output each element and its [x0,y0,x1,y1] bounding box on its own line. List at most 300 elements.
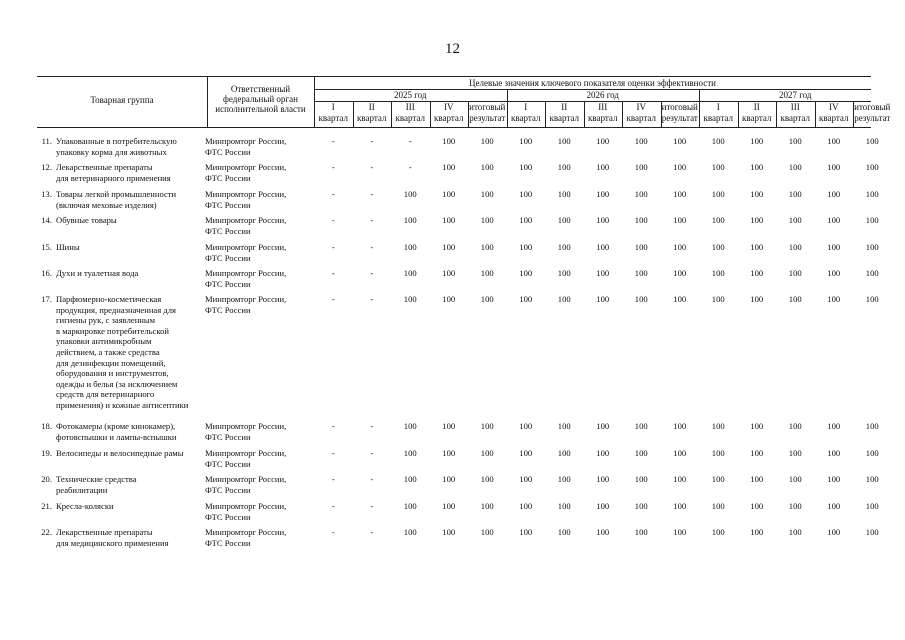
target-value-cell: 100 [403,215,417,225]
product-group-line: фотовспышки и лампы-вспышки [56,431,177,442]
target-value-cell: 100 [788,501,802,511]
target-value-cell: 100 [788,527,802,537]
product-group-name [56,189,225,210]
target-value-cell: 100 [711,501,725,511]
header-period: итоговый [661,102,698,112]
target-value-cell: 100 [596,474,610,484]
header-period-unit: квартал [588,113,618,123]
target-value-cell: 100 [865,268,879,278]
product-group-name [56,162,225,183]
product-group-name [56,294,225,411]
table-header [37,76,891,128]
product-group-line: Велосипеды и велосипедные рамы [56,448,184,458]
header-period-unit: квартал [626,113,656,123]
header-period-unit: квартал [511,113,541,123]
responsible-authority-line: Минпромторг России, [205,448,287,458]
header-year: 2025 год [393,90,427,100]
responsible-authority [205,527,315,548]
target-value-cell: - [370,136,374,146]
target-value-cell: - [331,268,335,278]
target-value-cell: 100 [403,527,417,537]
target-value-cell: 100 [673,448,687,458]
target-value-cell: 100 [519,294,533,304]
product-group-line: Духи и туалетная вода [56,268,139,278]
target-value-cell: 100 [480,501,494,511]
product-group-line: оборудования и инструментов, [56,368,169,379]
target-value-cell: 100 [480,215,494,225]
row-number: 12. [41,162,52,172]
responsible-authority-line: Минпромторг России, [205,501,287,511]
responsible-authority [205,448,315,469]
responsible-authority [205,268,315,289]
product-group-line: упаковки антимикробным [56,336,152,347]
product-group-name [56,474,225,495]
row-number: 19. [41,448,52,458]
header-period-unit: результат [469,113,506,123]
target-value-cell: 100 [634,242,648,252]
target-value-cell: 100 [442,294,456,304]
responsible-authority-line: Минпромторг России, [205,136,287,146]
responsible-authority-line: ФТС России [205,278,251,289]
header-period: II [753,102,760,112]
target-value-cell: 100 [596,527,610,537]
responsible-authority-line: Минпромторг России, [205,527,287,537]
target-value-cell: 100 [519,474,533,484]
target-value-cell: 100 [788,162,802,172]
target-value-cell: 100 [750,294,764,304]
product-group-name [56,448,225,459]
responsible-authority-line: Минпромторг России, [205,421,287,431]
target-value-cell: 100 [442,189,456,199]
target-value-cell: - [331,215,335,225]
product-group-name [56,527,225,548]
product-group-line: Технические средства [56,474,137,484]
responsible-authority [205,242,315,263]
target-value-cell: 100 [827,136,841,146]
row-number: 15. [41,242,52,252]
responsible-authority-line: ФТС России [205,458,251,469]
header-period: I [524,102,528,112]
target-value-cell: - [370,501,374,511]
header-responsible-authority: исполнительной власти [215,104,306,114]
product-group-name [56,136,225,157]
target-value-cell: 100 [442,215,456,225]
target-value-cell: 100 [788,136,802,146]
target-value-cell: 100 [673,215,687,225]
target-value-cell: 100 [480,242,494,252]
header-period-unit: квартал [819,113,849,123]
target-value-cell: 100 [750,189,764,199]
target-value-cell: 100 [711,162,725,172]
product-group-line: для ветеринарного применения [56,172,171,183]
target-value-cell: 100 [480,136,494,146]
target-value-cell: - [331,162,335,172]
target-value-cell: 100 [827,421,841,431]
target-value-cell: 100 [403,421,417,431]
header-responsible-authority: Ответственный [230,84,291,94]
target-value-cell: 100 [750,215,764,225]
target-value-cell: 100 [519,268,533,278]
responsible-authority [205,162,315,183]
responsible-authority [205,215,315,236]
target-value-cell: 100 [634,501,648,511]
row-number: 17. [41,294,52,304]
responsible-authority-line: ФТС России [205,225,251,236]
target-value-cell: 100 [827,448,841,458]
target-value-cell: 100 [827,474,841,484]
target-value-cell: 100 [596,162,610,172]
target-value-cell: - [408,136,412,146]
target-value-cell: - [331,242,335,252]
target-value-cell: 100 [596,268,610,278]
target-value-cell: - [331,294,335,304]
target-value-cell: - [331,474,335,484]
header-period-unit: квартал [780,113,810,123]
responsible-authority-line: ФТС России [205,199,251,210]
responsible-authority-line: Минпромторг России, [205,268,287,278]
target-value-cell: 100 [827,242,841,252]
target-value-cell: 100 [442,448,456,458]
target-value-cell: 100 [557,501,571,511]
target-value-cell: - [370,215,374,225]
target-value-cell: - [370,242,374,252]
target-value-cell: - [331,189,335,199]
product-group-line: для дезинфекции помещений, [56,357,166,368]
target-value-cell: 100 [673,421,687,431]
target-value-cell: 100 [865,242,879,252]
responsible-authority-line: ФТС России [205,431,251,442]
target-value-cell: 100 [673,474,687,484]
target-value-cell: 100 [865,448,879,458]
target-value-cell: - [370,162,374,172]
target-value-cell: 100 [596,242,610,252]
header-period: I [716,102,720,112]
header-period-unit: квартал [318,113,348,123]
header-target-values: Целевые значения ключевого показателя оценки эффективности [469,78,716,88]
target-value-cell: 100 [442,242,456,252]
target-value-cell: 100 [673,136,687,146]
target-value-cell: 100 [827,215,841,225]
responsible-authority-line: ФТС России [205,146,251,157]
target-value-cell: 100 [673,501,687,511]
indicator-table [37,76,891,548]
target-value-cell: 100 [519,162,533,172]
header-period: I [331,102,335,112]
target-value-cell: 100 [557,268,571,278]
responsible-authority-line: ФТС России [205,252,251,263]
target-value-cell: 100 [557,136,571,146]
target-value-cell: 100 [865,474,879,484]
target-value-cell: 100 [596,421,610,431]
target-value-cell: 100 [480,162,494,172]
header-period-unit: результат [854,113,891,123]
target-value-cell: 100 [596,294,610,304]
target-value-cell: 100 [557,162,571,172]
header-year: 2026 год [586,90,620,100]
product-group-line: Шины [56,242,80,252]
responsible-authority-line: ФТС России [205,304,251,315]
target-value-cell: 100 [673,162,687,172]
target-value-cell: 100 [788,242,802,252]
product-group-line: Лекарственные препараты [56,527,153,537]
row-number: 14. [41,215,52,225]
header-period: итоговый [854,102,891,112]
target-value-cell: 100 [865,162,879,172]
product-group-line: в маркировке потребительской [56,325,169,336]
target-value-cell: 100 [480,448,494,458]
target-value-cell: 100 [711,215,725,225]
target-value-cell: 100 [557,294,571,304]
target-value-cell: 100 [557,448,571,458]
product-group-line: средств для ветеринарного [56,389,155,400]
target-value-cell: 100 [519,501,533,511]
header-period: IV [829,102,839,112]
header-period: II [561,102,568,112]
target-value-cell: 100 [480,294,494,304]
target-value-cell: 100 [634,189,648,199]
target-value-cell: - [331,501,335,511]
product-group-name [56,268,225,279]
target-value-cell: 100 [788,474,802,484]
target-value-cell: 100 [442,268,456,278]
row-number: 13. [41,189,52,199]
header-period-unit: квартал [549,113,579,123]
target-value-cell: 100 [865,189,879,199]
target-value-cell: 100 [557,421,571,431]
product-group-line: Фотокамеры (кроме кинокамер), [56,421,176,431]
row-number: 20. [41,474,52,484]
target-value-cell: 100 [634,268,648,278]
target-value-cell: 100 [827,527,841,537]
product-group-line: реабилитации [56,484,108,495]
target-value-cell: 100 [711,421,725,431]
target-value-cell: 100 [557,215,571,225]
target-value-cell: 100 [519,421,533,431]
target-value-cell: 100 [442,421,456,431]
target-value-cell: 100 [596,501,610,511]
row-number: 21. [41,501,52,511]
product-group-line: продукция, предназначенная для [56,304,176,315]
target-value-cell: - [331,527,335,537]
target-value-cell: 100 [788,268,802,278]
row-number: 18. [41,421,52,431]
header-period-unit: квартал [703,113,733,123]
target-value-cell: 100 [634,421,648,431]
target-value-cell: 100 [711,242,725,252]
target-value-cell: 100 [788,294,802,304]
target-value-cell: 100 [442,501,456,511]
target-value-cell: 100 [442,474,456,484]
target-value-cell: 100 [519,189,533,199]
target-value-cell: 100 [711,136,725,146]
target-value-cell: 100 [750,501,764,511]
header-period: II [368,102,375,112]
product-group-line: для медицинского применения [56,537,169,548]
product-group-name [56,421,225,442]
responsible-authority [205,294,315,315]
target-value-cell: 100 [711,189,725,199]
header-period-unit: результат [661,113,698,123]
target-value-cell: 100 [442,136,456,146]
target-value-cell: - [408,162,412,172]
target-value-cell: 100 [480,474,494,484]
target-value-cell: 100 [750,421,764,431]
target-value-cell: 100 [865,136,879,146]
target-value-cell: 100 [865,527,879,537]
target-value-cell: - [370,448,374,458]
target-value-cell: - [370,294,374,304]
responsible-authority-line: ФТС России [205,172,251,183]
target-value-cell: 100 [750,474,764,484]
target-value-cell: 100 [596,215,610,225]
target-value-cell: 100 [403,501,417,511]
header-period: итоговый [469,102,506,112]
target-value-cell: 100 [827,501,841,511]
responsible-authority-line: Минпромторг России, [205,215,287,225]
target-value-cell: 100 [865,501,879,511]
target-value-cell: - [331,448,335,458]
target-value-cell: 100 [480,527,494,537]
target-value-cell: 100 [557,474,571,484]
header-period: III [598,102,608,112]
target-value-cell: 100 [750,242,764,252]
target-value-cell: 100 [788,421,802,431]
responsible-authority-line: Минпромторг России, [205,162,287,172]
responsible-authority [205,136,315,157]
responsible-authority-line: ФТС России [205,511,251,522]
target-value-cell: 100 [673,189,687,199]
product-group-line: Товары легкой промышленности [56,189,177,199]
target-value-cell: - [331,421,335,431]
target-value-cell: 100 [788,189,802,199]
target-value-cell: 100 [634,448,648,458]
row-number: 16. [41,268,52,278]
target-value-cell: 100 [827,294,841,304]
target-value-cell: 100 [788,448,802,458]
header-period: III [405,102,415,112]
row-number: 22. [41,527,52,537]
target-value-cell: 100 [442,162,456,172]
target-value-cell: 100 [519,136,533,146]
target-value-cell: 100 [865,215,879,225]
target-value-cell: 100 [403,474,417,484]
target-value-cell: 100 [403,294,417,304]
target-value-cell: 100 [673,527,687,537]
target-value-cell: 100 [865,294,879,304]
target-value-cell: 100 [480,421,494,431]
target-value-cell: - [370,421,374,431]
target-value-cell: 100 [634,215,648,225]
responsible-authority-line: Минпромторг России, [205,242,287,252]
target-value-cell: - [370,189,374,199]
header-period-unit: квартал [434,113,464,123]
header-period: IV [636,102,646,112]
header-period-unit: квартал [395,113,425,123]
target-value-cell: 100 [750,268,764,278]
responsible-authority [205,501,315,522]
target-value-cell: 100 [750,448,764,458]
responsible-authority-line: Минпромторг России, [205,474,287,484]
product-group-name [56,501,225,512]
target-value-cell: - [370,268,374,278]
target-value-cell: 100 [750,527,764,537]
target-value-cell: 100 [634,527,648,537]
target-value-cell: 100 [634,136,648,146]
product-group-line: применения) и кожные антисептики [56,399,189,410]
product-group-name [56,215,225,226]
target-value-cell: 100 [557,189,571,199]
target-value-cell: 100 [711,294,725,304]
product-group-line: упаковку корма для животных [56,146,167,157]
product-group-line: Парфюмерно-косметическая [56,294,162,304]
responsible-authority [205,421,315,442]
target-value-cell: - [370,527,374,537]
target-value-cell: - [331,136,335,146]
target-value-cell: 100 [519,242,533,252]
target-value-cell: 100 [442,527,456,537]
target-value-cell: 100 [750,162,764,172]
responsible-authority-line: ФТС России [205,537,251,548]
target-value-cell: 100 [865,421,879,431]
target-value-cell: 100 [711,474,725,484]
header-year: 2027 год [778,90,812,100]
target-value-cell: 100 [519,215,533,225]
header-responsible-authority: федеральный орган [223,94,298,104]
target-value-cell: 100 [634,162,648,172]
target-value-cell: 100 [403,448,417,458]
target-value-cell: 100 [519,527,533,537]
target-value-cell: 100 [403,242,417,252]
target-value-cell: 100 [750,136,764,146]
target-value-cell: 100 [480,189,494,199]
target-value-cell: - [370,474,374,484]
target-value-cell: 100 [827,189,841,199]
product-group-line: Упакованные в потребительскую [56,136,177,146]
target-value-cell: 100 [673,242,687,252]
target-value-cell: 100 [596,448,610,458]
target-value-cell: 100 [711,268,725,278]
product-group-line: Обувные товары [56,215,117,225]
responsible-authority-line: Минпромторг России, [205,294,287,304]
product-group-line: Лекарственные препараты [56,162,153,172]
target-value-cell: 100 [519,448,533,458]
row-number: 11. [41,136,52,146]
target-value-cell: 100 [480,268,494,278]
target-value-cell: 100 [403,189,417,199]
target-value-cell: 100 [596,136,610,146]
header-product-group: Товарная группа [90,95,154,105]
target-value-cell: 100 [557,242,571,252]
product-group-line: гигиены рук, с заявленным [56,315,156,326]
target-value-cell: 100 [634,474,648,484]
target-value-cell: 100 [403,268,417,278]
target-value-cell: 100 [788,215,802,225]
header-period: III [790,102,800,112]
target-value-cell: 100 [711,448,725,458]
product-group-name [56,242,225,253]
target-value-cell: 100 [711,527,725,537]
product-group-line: Кресла-коляски [56,501,114,511]
target-value-cell: 100 [557,527,571,537]
header-period: IV [444,102,454,112]
responsible-authority [205,474,315,495]
target-value-cell: 100 [673,268,687,278]
header-period-unit: квартал [357,113,387,123]
product-group-line: (включая меховые изделия) [56,199,157,210]
target-value-cell: 100 [673,294,687,304]
target-value-cell: 100 [596,189,610,199]
target-value-cell: 100 [827,162,841,172]
